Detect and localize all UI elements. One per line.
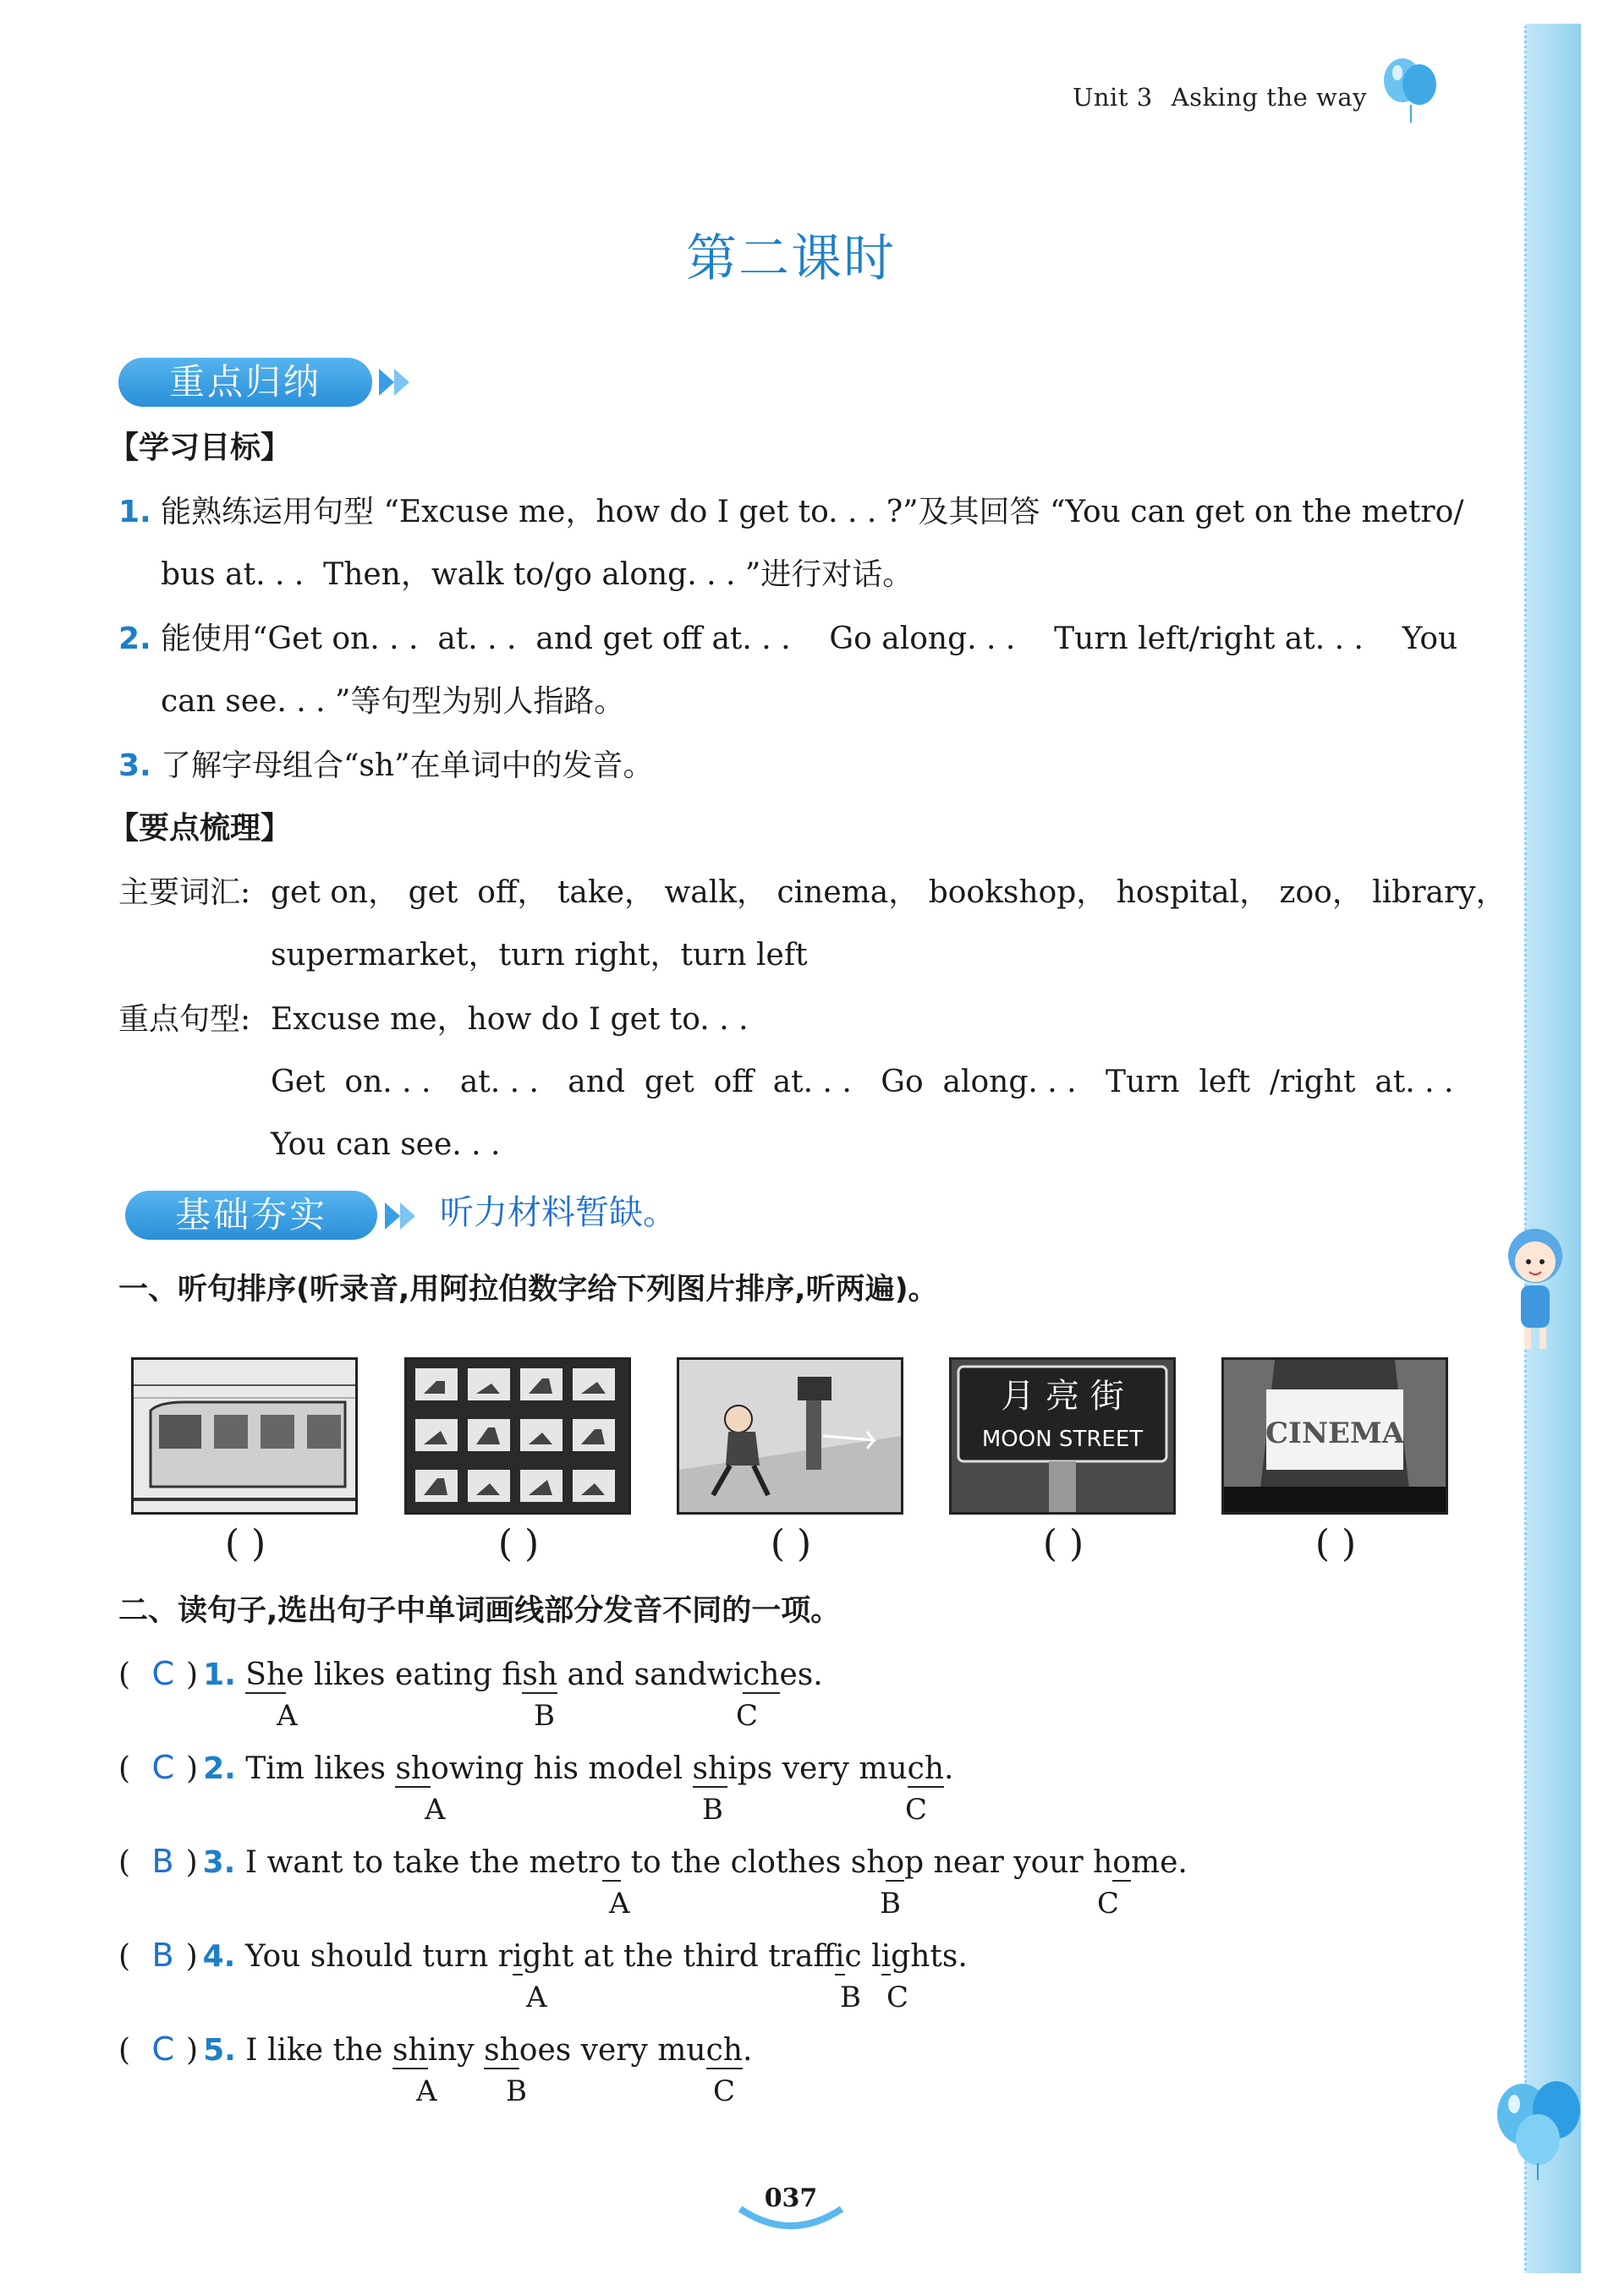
goal-number: 1.: [118, 495, 151, 529]
option-letter: B: [534, 1699, 555, 1733]
goal-text: 能使用“Get on. . . at. . . and get off at. . . Go along. . . Turn left/right at. . . You: [161, 622, 1458, 656]
section-pill-basics: 基础夯实: [125, 1191, 377, 1240]
sentence-part: ips very mu: [727, 1751, 908, 1786]
walking-boy-picture: [677, 1357, 903, 1515]
sentence-part: .: [742, 2033, 753, 2068]
underlined-part: o: [602, 1845, 622, 1880]
goal-text: 能熟练运用句型 “Excuse me，how do I get to. . . ?”及其回答 “You can get on the metro/: [161, 495, 1464, 529]
item-number: 3.: [202, 1845, 236, 1880]
double-arrow-icon: [379, 367, 421, 397]
underlined-part: sh: [484, 2033, 519, 2068]
goals-heading: 【学习目标】: [108, 430, 292, 465]
option-letter: A: [609, 1887, 630, 1921]
question-1-heading: 一、听句排序(听录音,用阿拉伯数字给下列图片排序,听两遍)。: [118, 1273, 938, 1307]
underlined-part: i: [881, 1939, 892, 1974]
underlined-part: i: [512, 1939, 523, 1974]
answer-letter: B: [151, 1937, 174, 1974]
side-decoration-strip: [1524, 24, 1581, 2273]
q2-item-5: ( C ) 5. I like the shiny shoes very much.: [118, 2030, 753, 2068]
vocab-text: supermarket，turn right，turn left: [271, 938, 808, 973]
sentence-part: Tim likes: [245, 1751, 396, 1786]
pattern-text: Excuse me，how do I get to. . .: [271, 1002, 749, 1037]
underlined-part: sh: [522, 1658, 558, 1692]
option-letter: C: [886, 1981, 909, 2014]
sentence-part: .: [944, 1751, 954, 1786]
sentence-part: e likes eating fi: [286, 1658, 523, 1692]
underlined-part: sh: [392, 2033, 428, 2068]
goal-text: can see. . . ”等句型为别人指路。: [161, 684, 625, 719]
item-number: 4.: [202, 1939, 236, 1974]
underlined-part: o: [1112, 1845, 1131, 1880]
sign-english-text: MOON STREET: [981, 1427, 1144, 1452]
option-letter: C: [1097, 1887, 1120, 1921]
page-number: 037: [764, 2184, 818, 2213]
listening-note: 听力材料暂缺。: [440, 1193, 677, 1232]
underlined-part: Sh: [245, 1658, 287, 1692]
q2-item-2: ( C ) 2. Tim likes showing his model ships very much.: [118, 1749, 954, 1786]
sentence-part: me.: [1130, 1845, 1188, 1880]
option-letter: B: [880, 1887, 901, 1921]
sentence-part: c l: [844, 1939, 881, 1974]
sentence-part: to the clothes sh: [621, 1845, 886, 1880]
option-letter: B: [506, 2074, 527, 2108]
underlined-part: o: [886, 1845, 905, 1880]
sentence-part: I like the: [245, 2033, 392, 2068]
q2-item-1: ( C ) 1. She likes eating fish and sandwiches.: [118, 1655, 823, 1692]
goal-number: 2.: [118, 622, 151, 656]
sentence-part: es.: [779, 1658, 823, 1692]
option-letter: B: [702, 1793, 723, 1827]
running-header: [1073, 83, 1367, 112]
underlined-part: ch: [705, 2033, 743, 2068]
unit-title: Asking the way: [1171, 83, 1367, 112]
underlined-part: sh: [692, 1751, 728, 1786]
pattern-text: Get on. . . at. . . and get off at. . . Go along. . . Turn left /right at. . .: [271, 1065, 1454, 1099]
answer-letter: C: [151, 1749, 175, 1786]
goal-text: 了解字母组合“sh”在单词中的发音。: [161, 748, 654, 783]
sentence-part: ght at the third traff: [522, 1939, 835, 1974]
page-title: 第二课时: [686, 229, 896, 288]
item-number: 1.: [203, 1658, 236, 1692]
option-letter: C: [736, 1699, 759, 1733]
metro-train-picture: [131, 1357, 358, 1515]
answer-letter: C: [151, 2030, 175, 2068]
option-letter: A: [277, 1699, 298, 1733]
option-letter: A: [416, 2074, 437, 2108]
answer-blank[interactable]: ( ): [224, 1522, 266, 1565]
option-letter: C: [905, 1793, 928, 1827]
sentence-part: and sandwi: [557, 1658, 744, 1692]
vocab-label: 主要词汇:: [118, 875, 251, 910]
answer-blank[interactable]: ( ): [497, 1522, 540, 1565]
girl-cartoon-icon: [1497, 1218, 1573, 1362]
cinema-picture: [1221, 1357, 1448, 1515]
sentence-part: ghts.: [891, 1939, 968, 1974]
moon-street-sign-picture: [949, 1357, 1176, 1515]
q2-item-4: ( B ) 4. You should turn right at the third traffic lights.: [118, 1937, 968, 1974]
section-pill-key-points: 重点归纳: [118, 358, 372, 407]
underlined-part: i: [835, 1939, 845, 1974]
item-number: 5.: [203, 2033, 236, 2068]
sign-chinese-text: 月 亮 街: [1001, 1377, 1124, 1416]
balloon-cluster-icon: [1489, 2072, 1590, 2182]
goal-text: bus at. . . Then，walk to/go along. . . ”进行对话。: [161, 557, 914, 592]
question-2-heading: 二、读句子,选出句子中单词画线部分发音不同的一项。: [118, 1594, 841, 1628]
sentence-part: I want to take the metr: [244, 1845, 603, 1880]
cinema-sign-text: CINEMA: [1265, 1417, 1404, 1450]
answer-blank[interactable]: ( ): [1042, 1522, 1084, 1565]
sentence-part: You should turn r: [244, 1939, 513, 1974]
sentence-part: owing his model: [431, 1751, 693, 1786]
shoe-shop-picture: [404, 1357, 631, 1515]
answer-blank[interactable]: ( ): [1314, 1522, 1357, 1565]
double-arrow-icon: [385, 1201, 427, 1231]
option-letter: A: [425, 1793, 446, 1827]
sentence-part: iny: [427, 2033, 485, 2068]
points-heading: 【要点梳理】: [108, 811, 292, 846]
vocab-text: get on， get off， take， walk， cinema， bookshop， hospital， zoo， library，: [271, 875, 1506, 910]
sentence-part: oes very mu: [519, 2033, 706, 2068]
answer-letter: C: [151, 1655, 175, 1692]
pattern-text: You can see. . .: [271, 1127, 501, 1162]
underlined-part: sh: [395, 1751, 431, 1786]
underlined-part: ch: [743, 1658, 780, 1692]
q2-item-3: ( B ) 3. I want to take the metro to the clothes shop near your home.: [118, 1843, 1188, 1880]
option-letter: B: [840, 1981, 861, 2014]
answer-letter: B: [151, 1843, 174, 1880]
underlined-part: ch: [907, 1751, 945, 1786]
option-letter: C: [713, 2074, 736, 2108]
option-letter: A: [526, 1981, 547, 2014]
unit-label: Unit 3: [1072, 83, 1153, 112]
answer-blank[interactable]: ( ): [770, 1522, 812, 1565]
item-number: 2.: [203, 1751, 236, 1786]
goal-number: 3.: [118, 748, 151, 783]
pattern-label: 重点句型:: [118, 1002, 251, 1037]
balloon-icon: [1377, 51, 1445, 127]
sentence-part: p near your h: [904, 1845, 1113, 1880]
